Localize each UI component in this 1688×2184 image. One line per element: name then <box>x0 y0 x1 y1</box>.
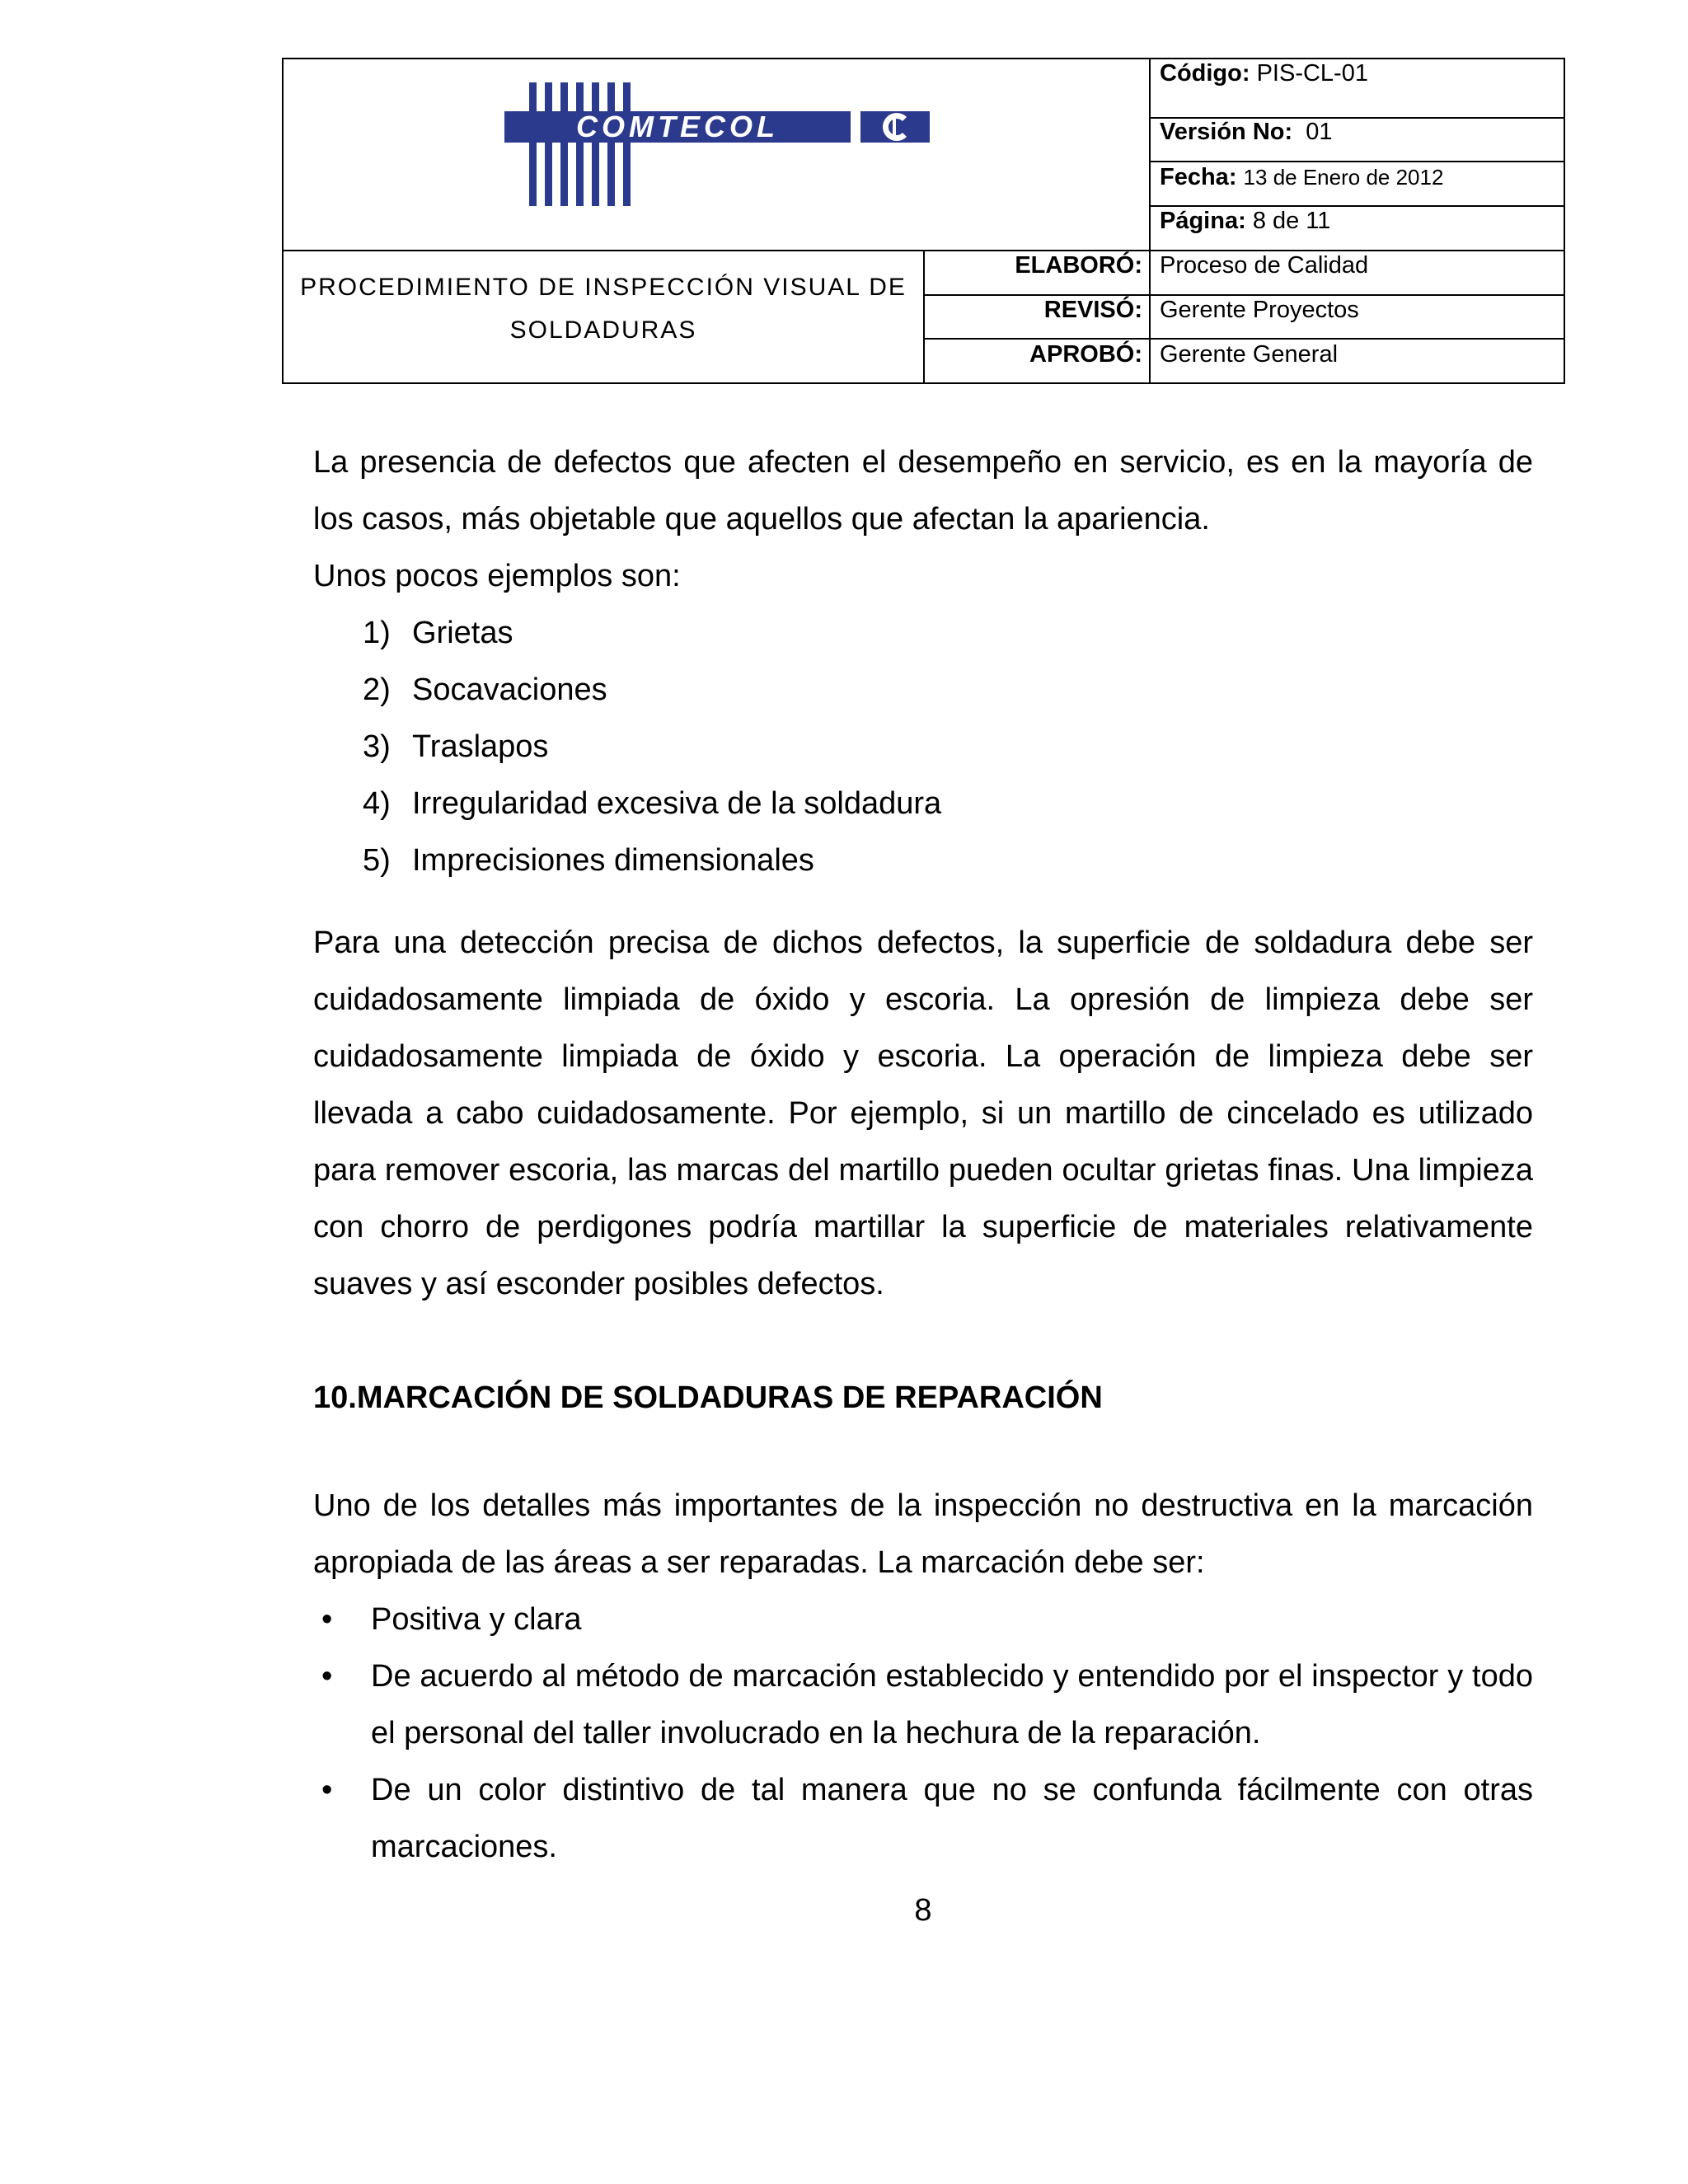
codigo-value: PIS-CL-01 <box>1256 60 1368 87</box>
list-item: • De acuerdo al método de marcación establecido y entendido por el inspector y todo el personal del taller involucrado en la hechura de la reparación. <box>313 1648 1533 1762</box>
reviso-value: Gerente Proyectos <box>1160 297 1359 323</box>
examples-list <box>363 605 1533 889</box>
examples-intro: Unos pocos ejemplos son: <box>313 559 681 593</box>
list-item: 5) Imprecisiones dimensionales <box>363 843 814 878</box>
aprobo-value: Gerente General <box>1160 341 1339 368</box>
comtecol-logo <box>504 82 930 206</box>
list-item: 3) Traslapos <box>363 729 549 764</box>
fecha-cell: Fecha: 13 de Enero de 2012 <box>1160 164 1444 190</box>
bullet-icon: • <box>321 1659 333 1694</box>
fecha-value: 13 de Enero de 2012 <box>1243 165 1444 190</box>
marking-bullets <box>313 1591 1533 1876</box>
pagina-cell: Página: 8 de 11 <box>1160 208 1331 234</box>
list-item: 1) Grietas <box>363 616 513 650</box>
list-item: 2) Socavaciones <box>363 673 607 707</box>
pagina-value: 8 de 11 <box>1252 208 1331 234</box>
bullet-icon: • <box>321 1602 333 1637</box>
list-item: • De un color distintivo de tal manera que no se confunda fácilmente con otras marcaciones. <box>313 1762 1533 1876</box>
page-number: 8 <box>914 1893 932 1928</box>
codigo-cell: Código: PIS-CL-01 <box>1160 60 1368 87</box>
section-heading: 10.MARCACIÓN DE SOLDADURAS DE REPARACIÓN <box>313 1380 1103 1415</box>
elaboro-value: Proceso de Calidad <box>1160 252 1369 279</box>
version-value: 01 <box>1306 119 1333 145</box>
document-header-table <box>282 58 1565 384</box>
document-body <box>313 434 1533 1876</box>
list-item: • Positiva y clara <box>313 1591 1533 1648</box>
logo-text: COMTECOL <box>576 110 779 143</box>
aprobo-label: APROBÓ: <box>1029 341 1142 368</box>
version-cell: Versión No: 01 <box>1160 119 1333 145</box>
list-item: 4) Irregularidad excesiva de la soldadura <box>363 786 942 821</box>
marking-paragraph: Uno de los detalles más importantes de la inspección no destructiva en la marcación apropiada de las áreas a ser reparadas. La marcación debe ser: <box>313 1488 1533 1580</box>
reviso-label: REVISÓ: <box>1043 297 1142 323</box>
elaboro-label: ELABORÓ: <box>1015 252 1142 279</box>
bullet-icon: • <box>321 1773 333 1807</box>
intro-paragraph: La presencia de defectos que afecten el desempeño en servicio, es en la mayoría de los casos, más objetable que aquellos que afectan la apariencia. <box>313 445 1533 537</box>
detection-paragraph: Para una detección precisa de dichos defectos, la superficie de soldadura debe ser cuidadosamente limpiada de óxido y escoria. La opresión de limpieza debe ser cuidadosamente limpiada de óxido y escoria. La operación de limpieza debe ser llevada a cabo cuidadosamente. Por ejemplo, si un martillo de cincelado es utilizado para remover escoria, las marcas del martillo pueden ocultar grietas finas. Una limpieza con chorro de perdigones podría martillar la superficie de materiales relativamente suaves y así esconder posibles defectos. <box>313 926 1533 1301</box>
procedure-title: PROCEDIMIENTO DE INSPECCIÓN VISUAL DE SOLDADURAS <box>300 274 907 344</box>
